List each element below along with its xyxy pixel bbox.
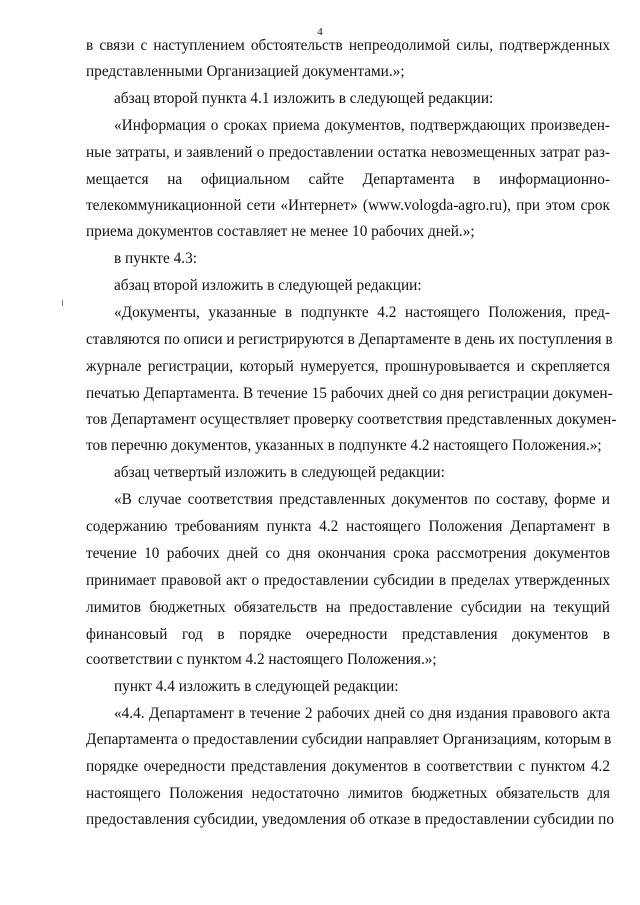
text-line: «4.4. Департамент в течение 2 рабочих дней со дня издания правового акта bbox=[114, 705, 610, 722]
text-line: лимитов бюджетных обязательств на предоставление субсидии на текущий bbox=[86, 599, 610, 616]
text-line: тов Департамент осуществляет проверку соответствия представленных докумен- bbox=[86, 411, 617, 428]
text-line: тов перечню документов, указанных в подпункте 4.2 настоящего Положения.»; bbox=[86, 437, 602, 454]
text-line: «В случае соответствия представленных документов по составу, форме и bbox=[114, 491, 610, 508]
text-line: в пункте 4.3: bbox=[114, 250, 197, 267]
text-line: абзац четвертый изложить в следующей редакции: bbox=[114, 464, 445, 481]
text-line: пункт 4.4 изложить в следующей редакции: bbox=[114, 678, 399, 695]
text-line: Департамента о предоставлении субсидии направляет Организациям, которым в bbox=[86, 731, 612, 748]
text-line: представленными Организацией документами.»; bbox=[86, 63, 405, 80]
text-line: абзац второй изложить в следующей редакции: bbox=[114, 277, 422, 294]
text-line: журнале регистрации, который нумеруется, прошнуровывается и скрепляется bbox=[86, 358, 610, 375]
text-line: «Информация о сроках приема документов, подтверждающих произведен- bbox=[114, 117, 610, 134]
text-line: принимает правовой акт о предоставлении субсидии в пределах утвержденных bbox=[86, 572, 610, 589]
text-line: порядке очередности представления документов в соответствии с пунктом 4.2 bbox=[86, 758, 610, 775]
text-line: печатью Департамента. В течение 15 рабочих дней со дня регистрации докумен- bbox=[86, 385, 613, 402]
text-line: ставляются по описи и регистрируются в Департаменте в день их поступления в bbox=[86, 331, 613, 348]
text-line: приема документов составляет не менее 10 рабочих дней.»; bbox=[86, 223, 475, 240]
text-line: абзац второй пункта 4.1 изложить в следующей редакции: bbox=[114, 90, 494, 107]
text-line: ные затраты, и заявлений о предоставлении остатка невозмещенных затрат раз- bbox=[86, 144, 610, 161]
text-line: в связи с наступлением обстоятельств непреодолимой силы, подтвержденных bbox=[86, 37, 610, 54]
text-line: течение 10 рабочих дней со дня окончания срока рассмотрения документов bbox=[86, 545, 610, 562]
text-line: телекоммуникационной сети «Интернет» (www.vologda-agro.ru), при этом срок bbox=[86, 197, 610, 214]
text-line: содержанию требованиям пункта 4.2 настоящего Положения Департамент в bbox=[86, 518, 610, 535]
text-line: финансовый год в порядке очередности представления документов в bbox=[86, 626, 610, 643]
text-line: соответствии с пунктом 4.2 настоящего Положения.»; bbox=[86, 651, 437, 668]
text-line: мещается на официальном сайте Департамента в информационно- bbox=[86, 171, 610, 188]
margin-mark bbox=[62, 300, 63, 306]
text-line: «Документы, указанные в подпункте 4.2 настоящего Положения, пред- bbox=[114, 304, 610, 321]
page-number: 4 bbox=[317, 26, 323, 38]
text-line: настоящего Положения недостаточно лимитов бюджетных обязательств для bbox=[86, 785, 610, 802]
text-line: предоставления субсидии, уведомления об отказе в предоставлении субсидии по bbox=[86, 811, 615, 828]
